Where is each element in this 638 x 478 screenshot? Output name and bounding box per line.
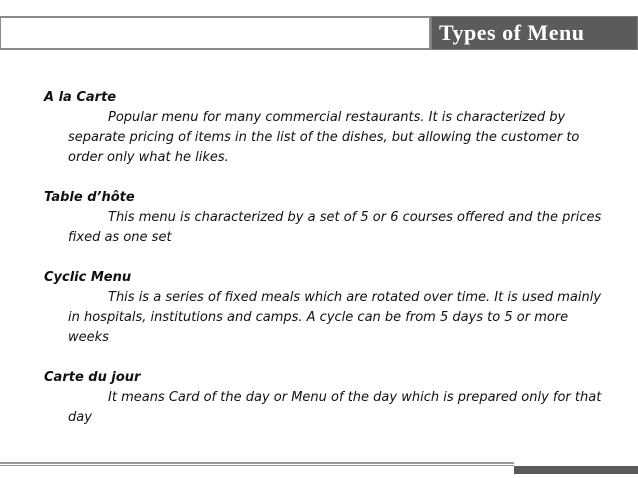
section-heading: Table d’hôte [44,190,135,205]
section-body: This is a series of fixed meals which are rotated over time. It is used mainly in hospitals, institutions and camps. A cycle can be from 5 days to 5 or more weeks [68,290,602,345]
section-a-la-carte [44,88,604,168]
footer-accent-bar [514,466,638,474]
section-heading: Carte du jour [44,370,141,385]
title-bar [0,16,431,50]
section-cyclic-menu [44,268,604,348]
slide-title: Types of Menu [431,16,638,50]
footer-divider [0,462,514,466]
section-body: Popular menu for many commercial restaurants. It is characterized by separate pricing of items in the list of the dishes, but allowing the customer to order only what he likes. [68,110,580,165]
section-carte-du-jour [44,368,604,428]
section-heading: A la Carte [44,90,117,105]
slide-content [44,88,604,448]
section-body: This menu is characterized by a set of 5 or 6 courses offered and the prices fixed as one set [68,210,602,245]
section-heading: Cyclic Menu [44,270,132,285]
section-table-d-hote [44,188,604,248]
section-body: It means Card of the day or Menu of the day which is prepared only for that day [68,390,602,425]
